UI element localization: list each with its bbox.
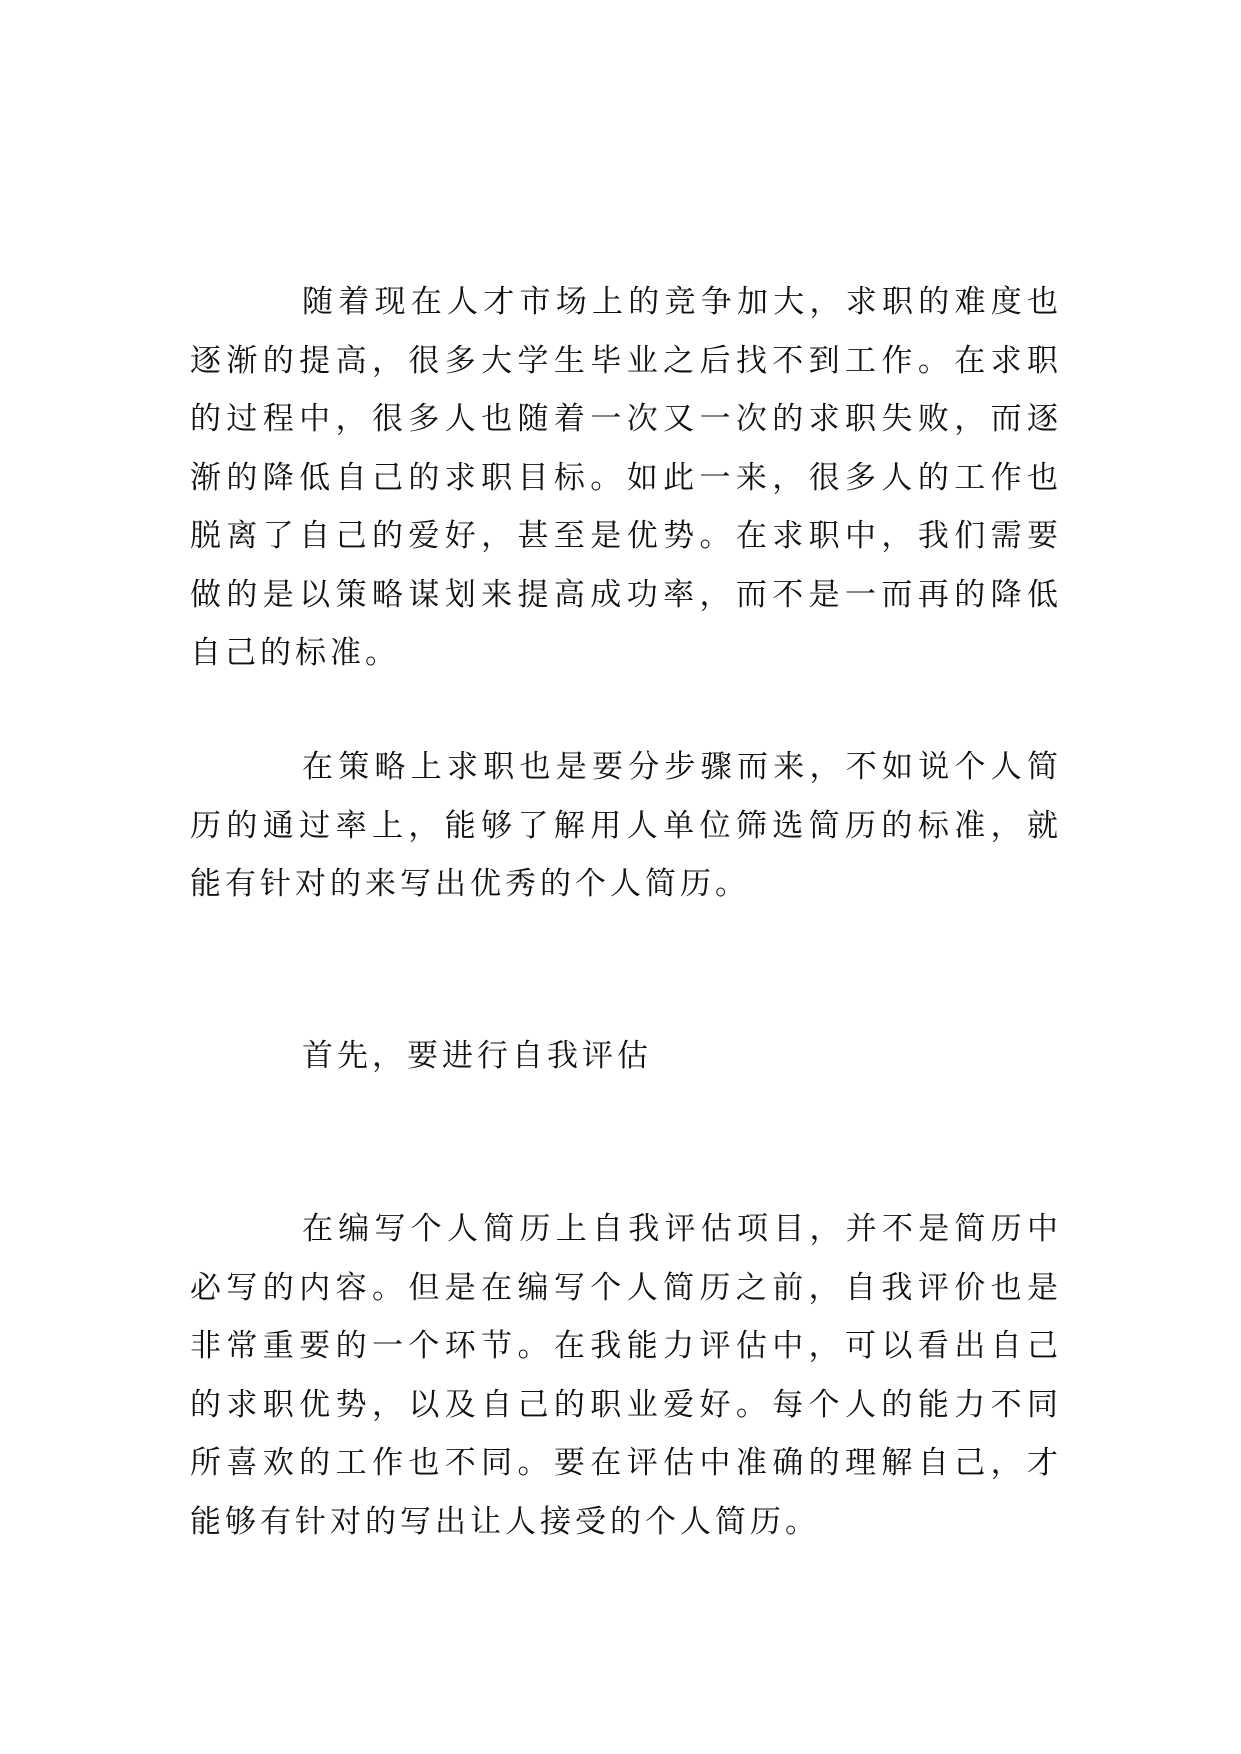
- section-heading-self-assessment: 首先，要进行自我评估: [302, 1038, 652, 1074]
- paragraph-self-assessment: 在编写个人简历上自我评估项目，并不是简历中必写的内容。但是在编写个人简历之前，自我评价也是非常重要的一个环节。在我能力评估中，可以看出自己的求职优势，以及自己的职业爱好。每个人的能力不同所喜欢的工作也不同。要在评估中准确的理解自己，才能够有针对的写出让人接受的个人简历。: [190, 1211, 1062, 1540]
- paragraph-strategy: 在策略上求职也是要分步骤而来，不如说个人简历的通过率上，能够了解用人单位筛选简历的标准，就能有针对的来写出优秀的个人简历。: [190, 749, 1062, 902]
- paragraph-intro: 随着现在人才市场上的竞争加大，求职的难度也逐渐的提高，很多大学生毕业之后找不到工作。在求职的过程中，很多人也随着一次又一次的求职失败，而逐渐的降低自己的求职目标。如此一来，很多人的工作也脱离了自己的爱好，甚至是优势。在求职中，我们需要做的是以策略谋划来提高成功率，而不是一而再的降低自己的标准。: [190, 284, 1062, 671]
